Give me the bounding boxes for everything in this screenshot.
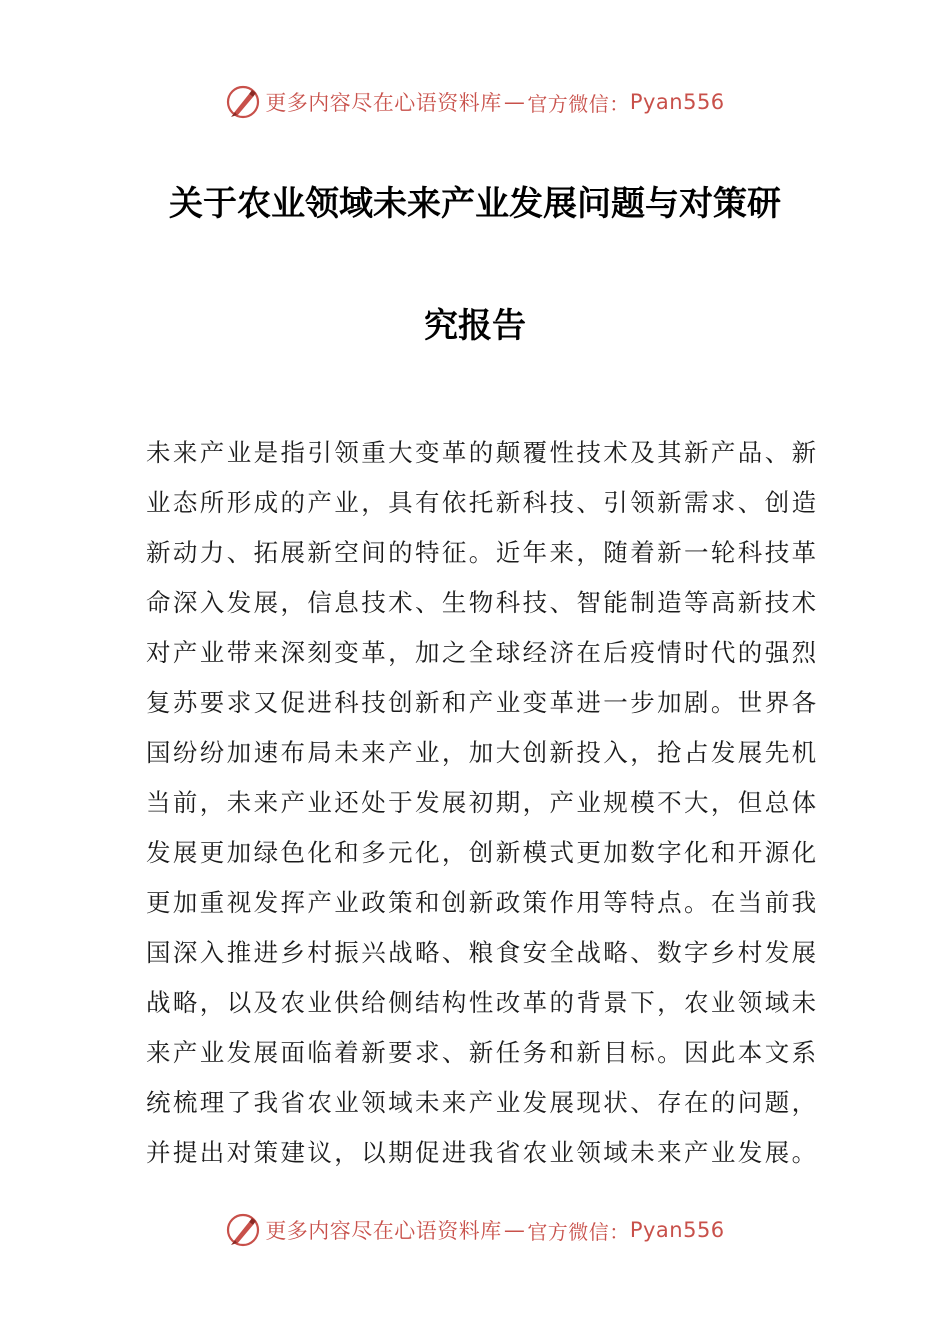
body-paragraph: [146, 428, 819, 1178]
body-line: 未来产业是指引领重大变革的颠覆性技术及其新产品、新: [146, 438, 819, 467]
banner-wechat-id: Pyan556: [629, 90, 725, 114]
footer-banner: [0, 1210, 950, 1250]
body-line: 统梳理了我省农业领域未来产业发展现状、存在的问题，: [146, 1088, 819, 1117]
banner-separator: —: [503, 90, 526, 114]
body-line: 来产业发展面临着新要求、新任务和新目标。因此本文系: [146, 1038, 819, 1067]
banner-separator: —: [503, 1218, 526, 1242]
pen-logo-icon: [225, 1212, 261, 1248]
body-line: 业态所形成的产业，具有依托新科技、引领新需求、创造: [146, 488, 819, 517]
body-line: 并提出对策建议，以期促进我省农业领域未来产业发展。: [146, 1138, 819, 1167]
banner-text: 更多内容尽在心语资料库: [265, 91, 502, 115]
pen-logo-icon: [225, 84, 261, 120]
body-line: 当前，未来产业还处于发展初期，产业规模不大，但总体: [146, 788, 819, 817]
banner-wechat-label: 官方微信：: [527, 1219, 630, 1244]
document-title-line-2: 究报告: [424, 306, 526, 346]
body-line: 更加重视发挥产业政策和创新政策作用等特点。在当前我: [146, 888, 819, 917]
body-line: 发展更加绿色化和多元化，创新模式更加数字化和开源化: [146, 838, 819, 867]
banner-wechat-label: 官方微信：: [527, 91, 630, 116]
body-line: 命深入发展，信息技术、生物科技、智能制造等高新技术: [146, 588, 819, 617]
body-line: 新动力、拓展新空间的特征。近年来，随着新一轮科技革: [146, 538, 819, 567]
document-title-line-1: 关于农业领域未来产业发展问题与对策研: [169, 184, 781, 224]
body-line: 国深入推进乡村振兴战略、粮食安全战略、数字乡村发展: [146, 938, 819, 967]
banner-text: 更多内容尽在心语资料库: [265, 1219, 502, 1243]
banner-wechat-id: Pyan556: [629, 1218, 725, 1242]
body-line: 对产业带来深刻变革，加之全球经济在后疫情时代的强烈: [146, 638, 819, 667]
body-line: 战略，以及农业供给侧结构性改革的背景下，农业领域未: [146, 988, 819, 1017]
body-line: 复苏要求又促进科技创新和产业变革进一步加剧。世界各: [146, 688, 819, 717]
header-banner: [0, 82, 950, 122]
body-line: 国纷纷加速布局未来产业，加大创新投入，抢占发展先机: [146, 738, 819, 767]
